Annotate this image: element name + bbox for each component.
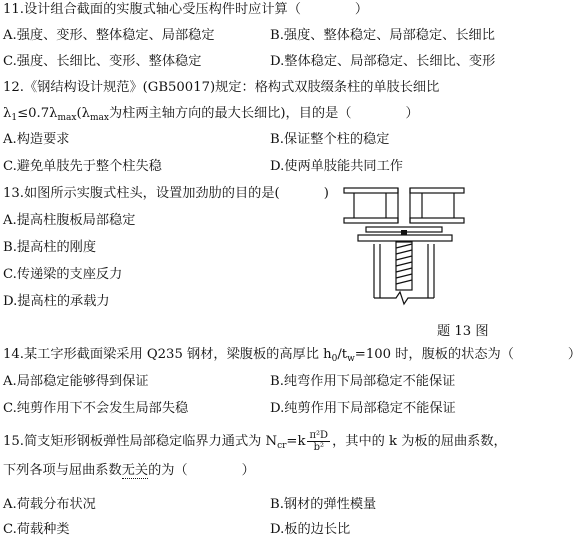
right-beam-bottom-flange bbox=[410, 218, 464, 223]
q13-option-d: D.提高柱的承载力 bbox=[3, 294, 110, 309]
q15-stem: 15.简支矩形钢板弹性局部稳定临界力通式为 $N_{cr}=k$ $\frac{\text{π²D}}{\text{b²}}$ ，其中的 k 为板的屈曲系数， bbox=[3, 430, 507, 453]
figure-caption: 题 13 图 bbox=[437, 324, 489, 339]
q15-option-d: D.板的边长比 bbox=[270, 522, 351, 537]
q12-option-a: A.构造要求 bbox=[3, 132, 70, 147]
q11-option-c: C.强度、长细比、变形、整体稳定 bbox=[3, 54, 202, 69]
q14-option-b: B.纯弯作用下局部稳定不能保证 bbox=[270, 374, 456, 389]
q12-stem: 12.《钢结构设计规范》(GB50017)规定：格构式双肢缀条柱的单肢长细比 bbox=[3, 80, 440, 95]
q14-stem: 14.某工字形截面梁采用 Q235 钢材，梁腹板的高厚比 $h_0/t_w=100$ 时，腹板的状态为（ ） bbox=[3, 347, 581, 364]
emphasis-wuguan: 无关 bbox=[121, 463, 149, 478]
q12-option-b: B.保证整个柱的稳定 bbox=[270, 132, 390, 147]
q11-stem-text: 11.设计组合截面的实腹式轴心受压构件时应计算（ bbox=[3, 2, 301, 17]
q11-option-b: B.强度、整体稳定、局部稳定、长细比 bbox=[270, 28, 495, 43]
left-beam-bottom-flange bbox=[344, 218, 398, 223]
bearing-plate bbox=[358, 235, 452, 241]
bolt-head bbox=[401, 230, 407, 235]
column-head-figure bbox=[344, 186, 472, 310]
q15-option-c: C.荷载种类 bbox=[3, 522, 70, 537]
q11-paren-close: ） bbox=[354, 2, 369, 17]
q15-option-b: B.钢材的弹性模量 bbox=[270, 497, 377, 512]
q13-option-c: C.传递梁的支座反力 bbox=[3, 267, 123, 282]
q11-option-d: D.整体稳定、局部稳定、长细比、变形 bbox=[270, 54, 496, 69]
q13-option-a: A.提高柱腹板局部稳定 bbox=[3, 213, 136, 228]
q13-stem: 13.如图所示实腹式柱头，设置加劲肋的目的是( ) bbox=[3, 186, 329, 201]
q15-stem-line2: 下列各项与屈曲系数无关的为（ ） bbox=[3, 463, 255, 478]
right-beam-top-flange bbox=[410, 188, 464, 193]
q14-option-d: D.纯剪作用下局部稳定不能保证 bbox=[270, 401, 456, 416]
q12-option-d: D.使两单肢能共同工作 bbox=[270, 159, 403, 174]
left-beam-top-flange bbox=[344, 188, 398, 193]
q11-stem bbox=[3, 2, 368, 18]
q14-option-c: C.纯剪作用下不会发生局部失稳 bbox=[3, 401, 189, 416]
q12-option-c: C.避免单肢先于整个柱失稳 bbox=[3, 159, 162, 174]
q13-option-b: B.提高柱的刚度 bbox=[3, 240, 97, 255]
q12-condition: $\lambda_1\le 0.7\lambda_{max}(\lambda_{max}$为柱两主轴方向的最大长细比)，目的是（ ） bbox=[3, 106, 419, 123]
q11-option-a: A.强度、变形、整体稳定、局部稳定 bbox=[3, 28, 215, 43]
q14-option-a: A.局部稳定能够得到保证 bbox=[3, 374, 149, 389]
critical-force-fraction: $\frac{\text{π²D}}{\text{b²}}$ bbox=[309, 430, 329, 453]
q15-option-a: A.荷载分布状况 bbox=[3, 497, 96, 512]
